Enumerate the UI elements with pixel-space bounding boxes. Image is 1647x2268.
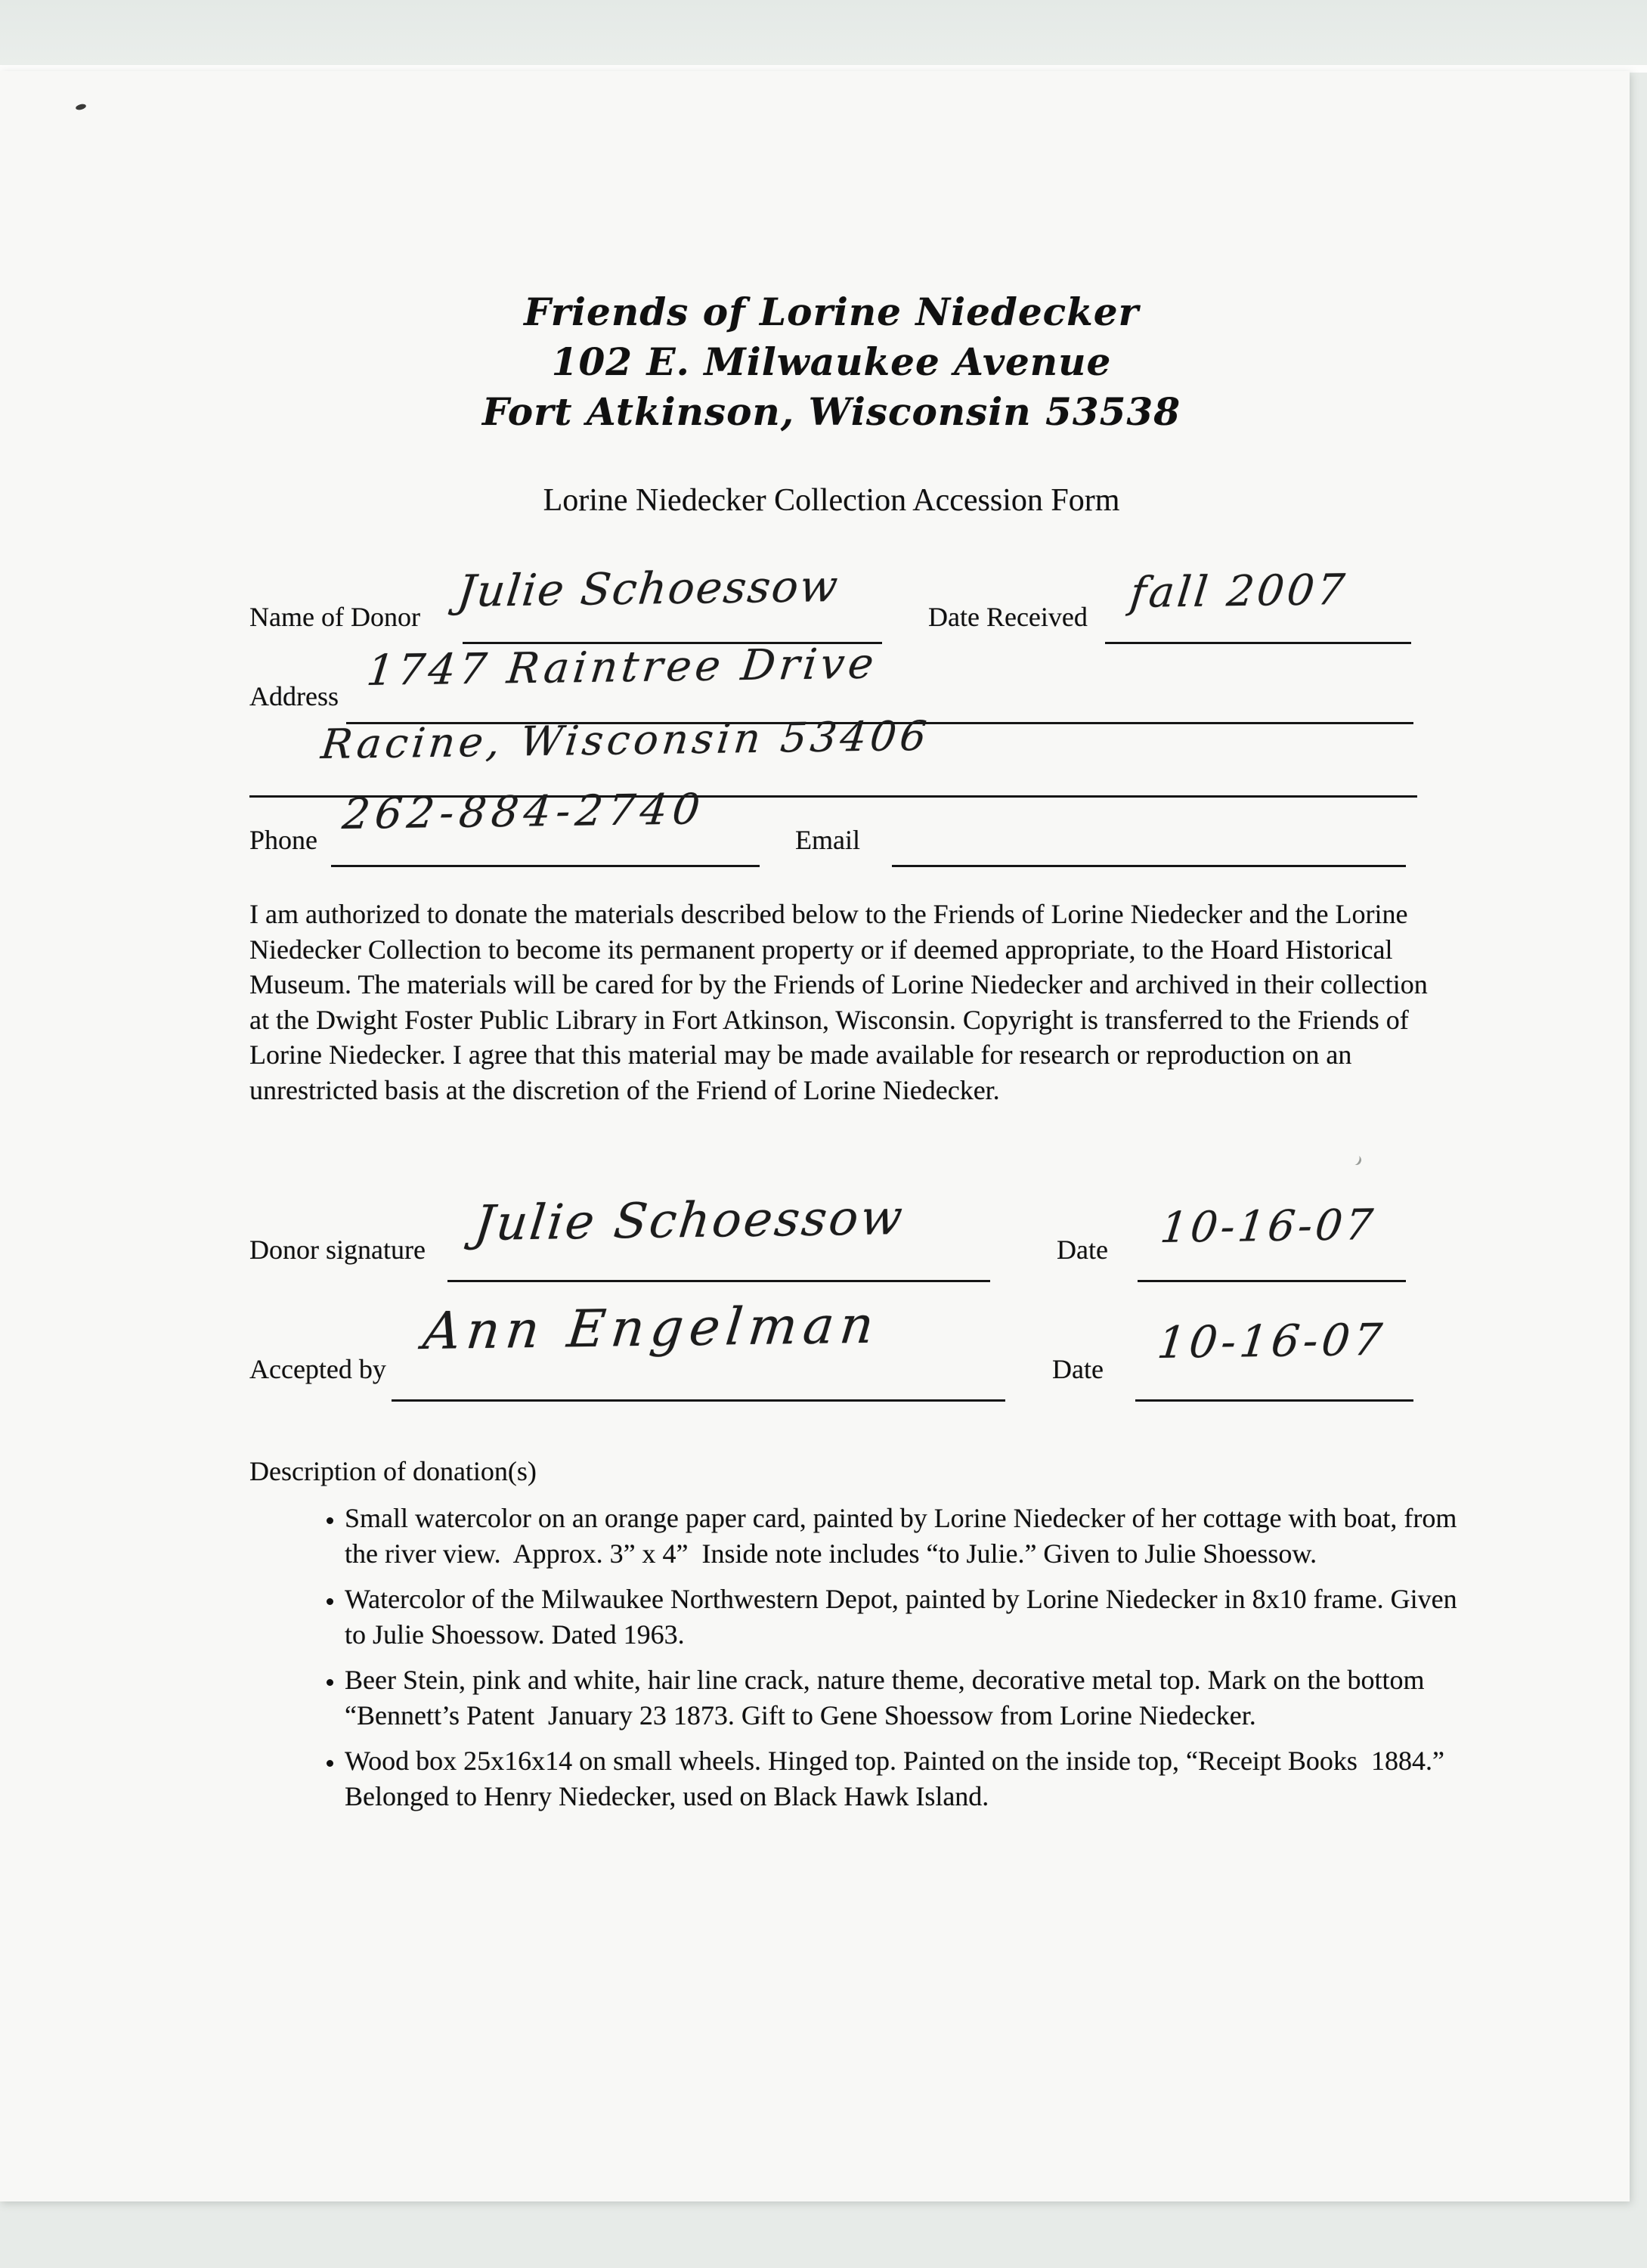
donor-date-handwriting: 10-16-07: [1158, 1201, 1379, 1253]
email-underline: [892, 865, 1406, 867]
scanner-background-band: [0, 0, 1647, 67]
org-city: Fort Atkinson, Wisconsin 53538: [481, 389, 1181, 434]
donor-signature-handwriting: Julie Schoessow: [472, 1190, 908, 1252]
donor-signature-label: Donor signature: [249, 1235, 426, 1265]
accepted-date-underline: [1135, 1399, 1413, 1402]
address-line1-handwriting: 1747 Raintree Drive: [364, 639, 881, 696]
form-title: Lorine Niedecker Collection Accession Form: [543, 483, 1120, 518]
donation-item: • Watercolor of the Milwaukee Northwestern Depot, painted by Lorine Niedecker in 8x10 frame. Given to Julie Shoessow. Dated 1963.: [345, 1582, 1472, 1653]
accepted-by-label: Accepted by: [249, 1354, 386, 1384]
address-line2-handwriting: Racine, Wisconsin 53406: [319, 711, 933, 768]
org-name: Friends of Lorine Niedecker: [524, 290, 1139, 334]
donation-list: [301, 1501, 1472, 1824]
authorization-paragraph: I am authorized to donate the materials described below to the Friends of Lorine Niedecker and the Lorine Niedecker Collection to become its permanent property or if deemed appropriate, to the Hoard Historical Museum. The materials will be cared for by the Friends of Lorine Niedecker and archived in their collection at the Dwight Foster Public Library in Fort Atkinson, Wisconsin. Copyright is transferred to the Friends of Lorine Niedecker. I agree that this material may be made available for research or reproduction on an unrestricted basis at the discretion of the Friend of Lorine Niedecker.: [249, 899, 1435, 1105]
phone-label: Phone: [249, 825, 317, 855]
accepted-date-label: Date: [1052, 1354, 1104, 1384]
org-street: 102 E. Milwaukee Avenue: [551, 339, 1112, 384]
name-of-donor-label: Name of Donor: [249, 602, 420, 632]
donation-item: • Beer Stein, pink and white, hair line crack, nature theme, decorative metal top. Mark on the bottom “Bennett’s Patent January 23 1873. Gift to Gene Shoessow from Lorine Niedecker.: [345, 1662, 1472, 1734]
donation-item: • Small watercolor on an orange paper card, painted by Lorine Niedecker of her cottage with boat, from the river view. Approx. 3” x 4” Inside note includes “to Julie.” Given to Julie Shoessow.: [345, 1501, 1472, 1572]
accepted-by-handwriting: Ann Engelman: [420, 1295, 883, 1362]
date-received-underline: [1105, 642, 1411, 644]
accepted-by-underline: [392, 1399, 1005, 1402]
address-label: Address: [249, 681, 339, 711]
donations-heading: Description of donation(s): [249, 1456, 537, 1486]
phone-underline: [331, 865, 760, 867]
date-received-label: Date Received: [928, 602, 1088, 632]
email-label: Email: [795, 825, 860, 855]
donor-date-label: Date: [1057, 1235, 1108, 1265]
name-of-donor-handwriting: Julie Schoessow: [455, 559, 842, 617]
letterhead: [249, 287, 1413, 437]
date-received-handwriting: fall 2007: [1128, 565, 1350, 618]
accepted-date-handwriting: 10-16-07: [1155, 1313, 1388, 1368]
phone-handwriting: 262-884-2740: [340, 785, 707, 839]
donor-date-underline: [1138, 1280, 1406, 1282]
donation-item: • Wood box 25x16x14 on small wheels. Hinged top. Painted on the inside top, “Receipt Books 1884.” Belonged to Henry Niedecker, used on Black Hawk Island.: [345, 1743, 1472, 1814]
donor-signature-underline: [447, 1280, 990, 1282]
